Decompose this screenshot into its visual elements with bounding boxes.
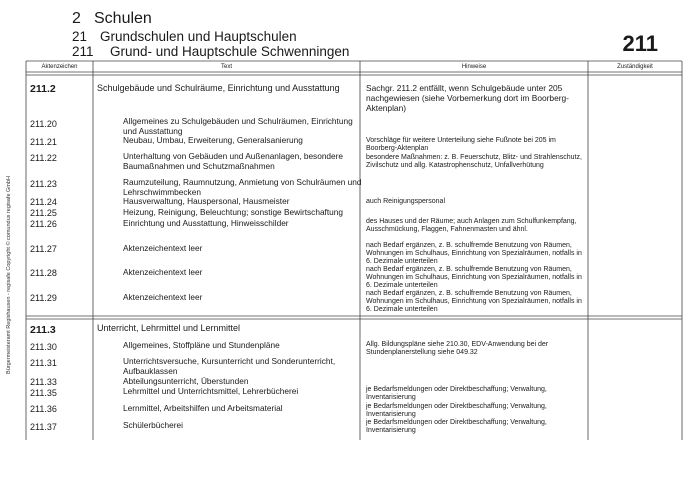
table-row-aktenzeichen: 211.2 xyxy=(30,83,56,95)
table-row-text: Lernmittel, Arbeitshilfen und Arbeitsmaterial xyxy=(123,403,283,413)
heading-level-2 xyxy=(72,30,297,44)
table-row-text: Schülerbücherei xyxy=(123,420,183,430)
heading-level-1-title: Schulen xyxy=(94,10,152,27)
table-row-aktenzeichen: 211.22 xyxy=(30,153,57,163)
table-row-text: Allgemeines zu Schulgebäuden und Schulräumen, Einrichtung und Ausstattung xyxy=(123,116,353,136)
table-row-text: Abteilungsunterricht, Überstunden xyxy=(123,376,249,386)
table-row-hinweise: nach Bedarf ergänzen, z. B. schulfremde Benutzung von Räumen, Wohnungen im Schulhaus, Einrichtung von Spezialräumen, notfalls in 6. Dezimale unterteilen xyxy=(366,266,582,289)
table-row-hinweise: je Bedarfsmeldungen oder Direktbeschaffung; Verwaltung, Inventarisierung xyxy=(366,386,547,401)
table-row-text: Aktenzeichentext leer xyxy=(123,292,203,302)
table-row-aktenzeichen: 211.33 xyxy=(30,377,57,387)
table-row-hinweise: des Hauses und der Räume; auch Anlagen zum Schulfunkempfang, Ausschmückung, Flaggen, Fahnenmasten und ähnl. xyxy=(366,218,577,233)
table-row-aktenzeichen: 211.36 xyxy=(30,404,57,414)
table-row-hinweise: auch Reinigungspersonal xyxy=(366,198,445,205)
table-row-hinweise: nach Bedarf ergänzen, z. B. schulfremde Benutzung von Räumen, Wohnungen im Schulhaus, Einrichtung von Spezialräumen, notfalls in 6. Dezimale unterteilen xyxy=(366,242,582,265)
column-header-zustaendigkeit: Zuständigkeit xyxy=(617,64,653,70)
table-row-text: Einrichtung und Ausstattung, Hinweisschilder xyxy=(123,218,289,228)
heading-level-1-number: 2 xyxy=(72,10,81,27)
table-row-text: Hausverwaltung, Hauspersonal, Hausmeister xyxy=(123,196,290,206)
table-row-text: Neubau, Umbau, Erweiterung, Generalsanierung xyxy=(123,135,303,145)
table-row-text: Raumzuteilung, Raumnutzung, Anmietung von Schulräumen und Lehrschwimmbecken xyxy=(123,177,362,197)
table-row-aktenzeichen: 211.21 xyxy=(30,137,57,147)
heading-level-3-number: 211 xyxy=(72,44,94,59)
heading-level-2-title: Grundschulen und Hauptschulen xyxy=(100,29,297,44)
table-row-aktenzeichen: 211.30 xyxy=(30,342,57,352)
side-copyright-text: Bürgermeisteramt Regishausen - regisafe Copyright © comundus regisafe GmbH xyxy=(6,176,12,374)
table-row-hinweise: besondere Maßnahmen: z. B. Feuerschutz, Blitz- und Strahlenschutz, Zivilschutz und allg. Katastrophenschutz, Unfallverhütung xyxy=(366,154,582,169)
table-row-text: Unterhaltung von Gebäuden und Außenanlagen, besondere Baumaßnahmen und Schutzmaßnahmen xyxy=(123,151,344,171)
table-row-text: Unterrichtsversuche, Kursunterricht und Sonderunterricht, Aufbauklassen xyxy=(123,356,336,376)
table-row-aktenzeichen: 211.27 xyxy=(30,244,57,254)
table-row-text: Heizung, Reinigung, Beleuchtung; sonstige Bewirtschaftung xyxy=(123,207,344,217)
table-row-aktenzeichen: 211.35 xyxy=(30,388,57,398)
table-row-aktenzeichen: 211.29 xyxy=(30,293,57,303)
table-row-hinweise: Sachgr. 211.2 entfällt, wenn Schulgebäude unter 205 nachgewiesen (siehe Vorbemerkung dort im Boorberg-Aktenplan) xyxy=(366,83,569,113)
table-row-text: Aktenzeichentext leer xyxy=(123,267,203,277)
table-row-hinweise: nach Bedarf ergänzen, z. B. schulfremde Benutzung von Räumen, Wohnungen im Schulhaus, Einrichtung von Spezialräumen, notfalls in 6. Dezimale unterteilen xyxy=(366,290,582,313)
table-row-hinweise: Allg. Bildungspläne siehe 210.30, EDV-Anwendung bei der Stundenplanerstellung siehe 049.32 xyxy=(366,341,549,356)
table-row-text: Allgemeines, Stoffpläne und Stundenpläne xyxy=(123,340,280,350)
table-row-aktenzeichen: 211.26 xyxy=(30,219,57,229)
page-code: 211 xyxy=(622,31,658,56)
table-row-text: Schulgebäude und Schulräume, Einrichtung und Ausstattung xyxy=(97,83,340,93)
table-row-aktenzeichen: 211.28 xyxy=(30,268,57,278)
table-row-hinweise: Vorschläge für weitere Unterteilung siehe Fußnote bei 205 im Boorberg-Aktenplan xyxy=(366,137,556,152)
column-header-text: Text xyxy=(220,64,232,70)
side-copyright xyxy=(4,110,14,440)
table-row-aktenzeichen: 211.20 xyxy=(30,119,57,129)
table-row-hinweise: je Bedarfsmeldungen oder Direktbeschaffung; Verwaltung, Inventarisierung xyxy=(366,403,547,418)
table-row-aktenzeichen: 211.25 xyxy=(30,208,57,218)
table-row-aktenzeichen: 211.23 xyxy=(30,179,57,189)
column-header-hinweise: Hinweise xyxy=(461,64,487,70)
column-header-aktenzeichen: Aktenzeichen xyxy=(41,64,78,70)
table-row-aktenzeichen: 211.37 xyxy=(30,422,57,432)
table-row-hinweise: je Bedarfsmeldungen oder Direktbeschaffung; Verwaltung, Inventarisierung xyxy=(366,419,547,434)
table-row-text: Aktenzeichentext leer xyxy=(123,243,203,253)
heading-level-2-number: 21 xyxy=(72,29,88,44)
table-row-aktenzeichen: 211.31 xyxy=(30,358,57,368)
table-row-aktenzeichen: 211.24 xyxy=(30,197,57,207)
table-row-text: Unterricht, Lehrmittel und Lernmittel xyxy=(97,323,241,333)
heading-level-3-title: Grund- und Hauptschule Schwenningen xyxy=(110,44,350,59)
table-row-text: Lehrmittel und Unterrichtsmittel, Lehrerbücherei xyxy=(123,386,299,396)
heading-level-3 xyxy=(72,45,349,59)
table-row-aktenzeichen: 211.3 xyxy=(30,324,56,336)
heading-level-1 xyxy=(72,11,152,27)
